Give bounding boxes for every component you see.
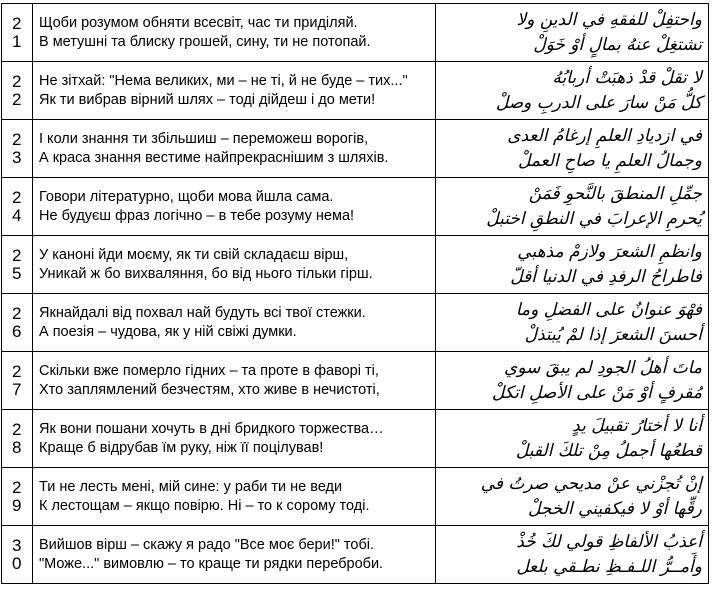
arabic-line-1: جمِّلِ المنطقَ بالنَّحوِ فَمَنْ xyxy=(528,183,702,204)
arabic-line-1: ماتَ أهلُ الجودِ لم يبقَ سوي xyxy=(504,357,702,378)
verse-number-units: 6 xyxy=(12,321,22,341)
verse-number xyxy=(2,526,33,584)
ukrainian-translation xyxy=(33,4,436,62)
arabic-original xyxy=(436,294,709,352)
verse-row xyxy=(2,526,709,584)
verse-number xyxy=(2,62,33,120)
ukrainian-translation xyxy=(33,294,436,352)
verse-number-tens: 2 xyxy=(12,71,22,91)
ukrainian-translation xyxy=(33,410,436,468)
ukrainian-translation xyxy=(33,352,436,410)
verse-number-tens: 3 xyxy=(12,535,22,555)
verse-number xyxy=(2,178,33,236)
arabic-original xyxy=(436,62,709,120)
verse-row xyxy=(2,468,709,526)
arabic-line-1: أعذبُ الألفاظِ قولي لكَ خُذْ xyxy=(516,531,702,552)
arabic-line-1: أنا لا أختارُ تقبيلَ يدٍ xyxy=(572,415,702,436)
ukrainian-line-2: В метушні та блиску грошей, сину, ти не потопай. xyxy=(39,33,371,50)
arabic-line-2: وجمالُ العلمِ يا صاحِ العملْ xyxy=(517,150,702,171)
verse-row xyxy=(2,178,709,236)
verse-number xyxy=(2,294,33,352)
ukrainian-translation xyxy=(33,526,436,584)
verse-number xyxy=(2,120,33,178)
verse-number-tens: 2 xyxy=(12,419,22,439)
ukrainian-line-1: Вийшов вірш – скажу я радо "Все моє бери!" тобі. xyxy=(39,536,375,553)
verse-table-body xyxy=(2,4,709,584)
verse-row xyxy=(2,352,709,410)
verse-number-tens: 2 xyxy=(12,303,22,323)
arabic-line-1: لا تقلْ قدْ ذهبَتْ أربابُهُ xyxy=(552,67,702,88)
verse-number-tens: 2 xyxy=(12,361,22,381)
ukrainian-line-2: А поезія – чудова, як у ній свіжі думки. xyxy=(39,323,297,340)
ukrainian-line-2: К лестощам – якщо повірю. Ні – то к сорому тоді. xyxy=(39,497,370,514)
verse-row xyxy=(2,410,709,468)
arabic-line-1: في ازديادِ العلمِ إرغامُ العدى xyxy=(507,125,702,146)
ukrainian-line-2: Хто заплямлений безчестям, хто живе в нечистоті, xyxy=(39,381,380,398)
ukrainian-line-1: Говори літературно, щоби мова йшла сама. xyxy=(39,188,334,205)
arabic-original xyxy=(436,410,709,468)
ukrainian-line-2: Краще б відрубав їм руку, ніж її поцілував! xyxy=(39,439,324,456)
ukrainian-line-2: Не будуєш фраз логічно – в тебе розуму нема! xyxy=(39,207,355,224)
verse-number-units: 8 xyxy=(12,437,22,457)
arabic-line-2: رقِّها أوْ لا فيكفيني الخجلْ xyxy=(528,498,702,519)
verse-number-units: 9 xyxy=(12,495,22,515)
ukrainian-translation xyxy=(33,62,436,120)
ukrainian-line-1: У каноні йди моєму, як ти свій складаєш вірш, xyxy=(39,246,349,263)
verse-number-units: 5 xyxy=(12,263,22,283)
arabic-line-2: فاطراحُ الرفدِ في الدنيا أقلّ xyxy=(510,266,702,287)
ukrainian-line-2: Як ти вибрав вірний шлях – тоді дійдеш і до мети! xyxy=(39,91,376,108)
ukrainian-line-1: Як вони пошани хочуть в дні бридкого торжества… xyxy=(39,420,384,437)
ukrainian-translation xyxy=(33,120,436,178)
arabic-original xyxy=(436,526,709,584)
arabic-line-2: وأَمــرُّ اللـفـظِ نطـقي بلعل xyxy=(516,556,702,577)
arabic-line-1: فهْوَ عنوانٌ على الفضلِ وما xyxy=(515,299,702,320)
verse-row xyxy=(2,4,709,62)
arabic-original xyxy=(436,352,709,410)
verse-number xyxy=(2,352,33,410)
arabic-line-2: أحسنَ الشعرَ إذا لمْ يُبتذلْ xyxy=(524,324,702,345)
verse-number-units: 1 xyxy=(12,31,22,51)
arabic-line-2: تشتغِلْ عنهُ بمالٍ أوْ خَوَلْ xyxy=(533,34,702,55)
verse-number-tens: 2 xyxy=(12,187,22,207)
ukrainian-line-2: Уникай ж бо вихваляння, бо від нього тільки гірш. xyxy=(39,265,373,282)
ukrainian-translation xyxy=(33,178,436,236)
verse-number-units: 2 xyxy=(12,89,22,109)
ukrainian-line-1: Не зітхай: "Нема великих, ми – не ті, й не буде – тих..." xyxy=(39,72,408,89)
arabic-original xyxy=(436,178,709,236)
arabic-line-2: مُقرفٍ أوْ مَنْ على الأصلِ اتكلْ xyxy=(491,382,702,403)
ukrainian-line-1: І коли знання ти збільшиш – переможеш ворогів, xyxy=(39,130,369,147)
verse-number xyxy=(2,410,33,468)
verse-number xyxy=(2,236,33,294)
verse-number-units: 0 xyxy=(12,553,22,573)
ukrainian-line-2: "Може..." вимовлю – то краще ти рядки переброби. xyxy=(39,555,384,572)
arabic-line-2: يُحرمِ الإعرابَ في النطقِ اختبلْ xyxy=(486,208,702,229)
ukrainian-translation xyxy=(33,468,436,526)
verse-number xyxy=(2,4,33,62)
arabic-line-2: قطعُها أجملُ مِنْ تلكَ القبلْ xyxy=(515,440,702,461)
ukrainian-line-1: Щоби розумом обняти всесвіт, час ти приділяй. xyxy=(39,14,358,31)
verse-number-units: 4 xyxy=(12,205,22,225)
arabic-original xyxy=(436,236,709,294)
verse-number-tens: 2 xyxy=(12,129,22,149)
arabic-line-1: وانظمِ الشعرَ ولازمْ مذهبي xyxy=(517,241,702,262)
arabic-line-2: كلُّ مَنْ سارَ على الدربِ وصلْ xyxy=(495,92,702,113)
ukrainian-line-1: Ти не лесть мені, мій сине: у раби ти не веди xyxy=(39,478,343,495)
arabic-original xyxy=(436,4,709,62)
verse-row xyxy=(2,236,709,294)
verse-number-tens: 2 xyxy=(12,477,22,497)
arabic-line-1: إنْ تُجزْني عنْ مديحي صرتُ في xyxy=(480,473,702,494)
ukrainian-line-1: Скільки вже померло гідних – та проте в фаворі ті, xyxy=(39,362,379,379)
ukrainian-line-1: Якнайдалі від похвал най будуть всі твої стежки. xyxy=(39,304,366,321)
ukrainian-translation xyxy=(33,236,436,294)
verse-number-units: 3 xyxy=(12,147,22,167)
verse-number-units: 7 xyxy=(12,379,22,399)
ukrainian-line-2: А краса знання вестиме найпрекраснішим з шляхів. xyxy=(39,149,389,166)
arabic-original xyxy=(436,120,709,178)
verse-row xyxy=(2,294,709,352)
verse-number-tens: 2 xyxy=(12,245,22,265)
arabic-original xyxy=(436,468,709,526)
verse-row xyxy=(2,62,709,120)
verse-row xyxy=(2,120,709,178)
arabic-line-1: واحتفِلْ للفقهِ في الدينِ ولا xyxy=(516,9,702,30)
verse-number-tens: 2 xyxy=(12,13,22,33)
verse-number xyxy=(2,468,33,526)
verse-table xyxy=(1,3,709,584)
